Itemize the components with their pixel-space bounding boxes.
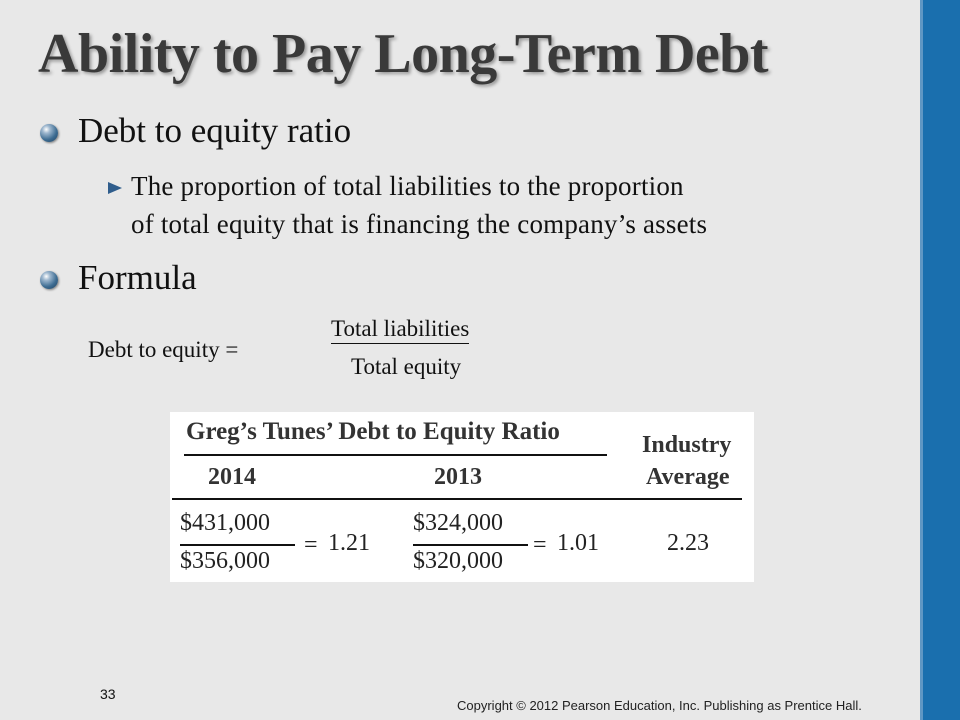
- accent-bar-edge: [920, 0, 923, 720]
- formula-denominator: Total equity: [351, 354, 462, 379]
- bullet-formula: Formula: [78, 258, 197, 297]
- bullet-orb-icon: [40, 271, 58, 289]
- formula-lhs: Debt to equity =: [88, 337, 239, 362]
- industry-header-line1: Industry: [642, 432, 732, 458]
- page-number: 33: [100, 686, 116, 702]
- ratio-table-panel: [170, 412, 754, 582]
- copyright-notice: Copyright © 2012 Pearson Education, Inc. Publishing as Prentice Hall.: [457, 698, 862, 713]
- slide-title: Ability to Pay Long-Term Debt: [38, 23, 769, 85]
- bullet-orb-icon: [40, 124, 58, 142]
- calc-2014-equals: =: [304, 532, 318, 558]
- sub-bullet-line-2: of total equity that is financing the company’s assets: [131, 209, 708, 239]
- calc-2013-equals: =: [533, 532, 547, 558]
- calc-2013-numerator: $324,000: [413, 510, 503, 536]
- calc-2014-result: 1.21: [328, 530, 370, 556]
- calc-2014-fraction-bar: [180, 544, 295, 546]
- industry-header-line2: Average: [646, 464, 730, 490]
- title-rule: [184, 454, 607, 456]
- year-2014-header: 2014: [208, 464, 256, 490]
- header-rule: [172, 498, 742, 500]
- industry-average-value: 2.23: [667, 530, 709, 556]
- bullet-debt-to-equity: Debt to equity ratio: [78, 111, 352, 150]
- calc-2014-denominator: $356,000: [180, 548, 270, 574]
- calc-2014-numerator: $431,000: [180, 510, 270, 536]
- calc-2013-denominator: $320,000: [413, 548, 503, 574]
- calc-2013-fraction-bar: [413, 544, 528, 546]
- right-accent-bar: [920, 0, 960, 720]
- calc-2013-result: 1.01: [557, 530, 599, 556]
- sub-bullet-arrow-icon: [108, 182, 122, 194]
- sub-bullet-line-1: The proportion of total liabilities to the proportion: [131, 171, 684, 201]
- table-title: Greg’s Tunes’ Debt to Equity Ratio: [186, 418, 560, 445]
- formula-numerator: Total liabilities: [331, 316, 469, 344]
- year-2013-header: 2013: [434, 464, 482, 490]
